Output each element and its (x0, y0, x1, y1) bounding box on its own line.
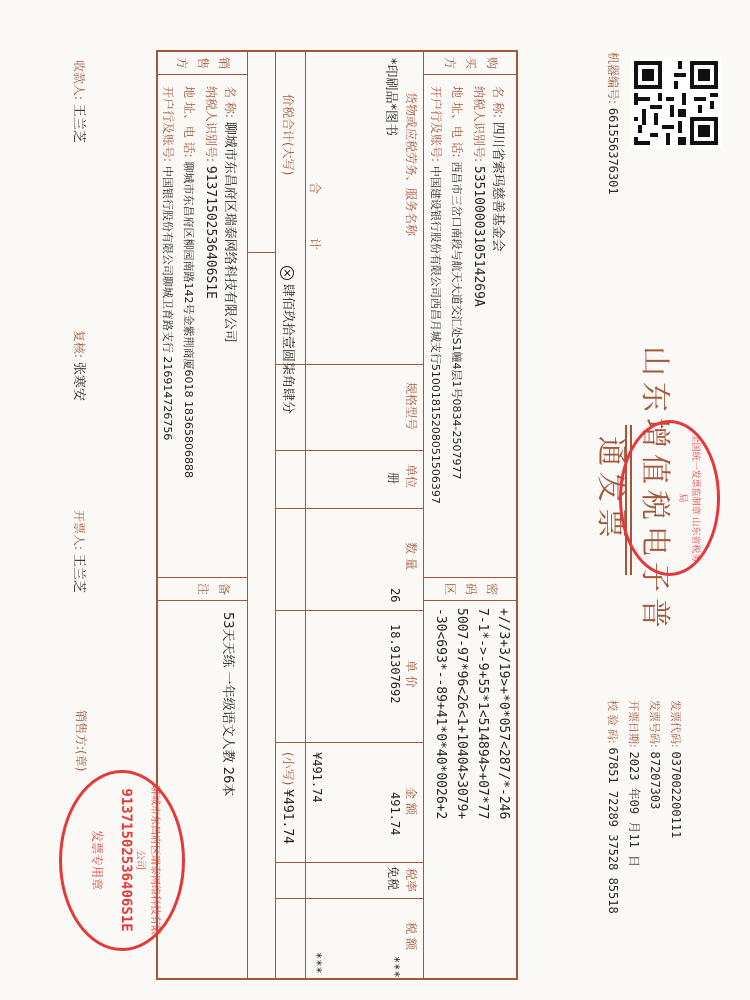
invoice-meta (602, 700, 686, 914)
company-seal-title: 发票专用章 (90, 829, 104, 890)
grand-total-small-row (280, 752, 297, 844)
invoice-code-row (665, 700, 686, 914)
buyer-taxid: 53510000310514269A (471, 165, 486, 307)
drawer-name: 王兰芝 (71, 553, 86, 593)
buyer-bank: 中国建设银行股份有限公司西昌月城支行51001815208051506397 (429, 165, 442, 504)
cross-circle-icon: × (280, 266, 294, 280)
item-unit: 册 (386, 472, 400, 485)
cipher-side-line (424, 600, 516, 601)
total-divider (275, 52, 276, 978)
invoice-date-label: 开票日期: (627, 700, 640, 748)
seller-address-label: 地 址、电 话: (182, 86, 196, 158)
seller-seal-label: 销售方:(章) (74, 710, 88, 772)
cipher-line-4: -30<693*--89+41*0*40*0026+2 (433, 608, 448, 820)
item-tax: *** (388, 956, 402, 978)
invoice-table (156, 50, 518, 980)
buyer-address-row (449, 86, 466, 479)
grand-total-uppercase: 肆佰玖拾壹圆柒角肆分 (280, 283, 295, 414)
qr-code-icon (630, 57, 722, 149)
invoice-number-row (644, 700, 665, 914)
cipher-left-line (424, 577, 516, 578)
check-code-label: 校 验 码: (606, 700, 619, 744)
header-spec: 规格型号 (404, 382, 418, 431)
buyer-name-row (490, 86, 509, 252)
invoice-number-value: 87207303 (648, 751, 662, 810)
item-price: 18.91307692 (388, 624, 402, 704)
payee-label: 收款人: (72, 60, 86, 101)
company-seal-name: 聊城市东昌府区瑞泰网络科技有限公司 (134, 785, 160, 935)
buyer-side-line (424, 74, 516, 75)
buyer-bank-row (428, 86, 445, 504)
col-line-5 (276, 742, 424, 743)
seller-taxid: 91371502536406S1E (203, 165, 218, 299)
check-code-value: 67851 72289 37528 85518 (606, 747, 620, 914)
cipher-line-3: 5007-97*96<26<1+10404>3079+ (454, 608, 469, 820)
header-goods-name: 货物或应税劳务、服务名称 (404, 92, 418, 237)
seller-taxid-label: 纳税人识别号: (204, 86, 218, 163)
cipher-side-label: 密码区 (443, 582, 499, 595)
grand-total-label: 价税合计(大写) (281, 94, 295, 176)
seller-bank-row (160, 86, 177, 440)
seller-side-label: 销售方 (175, 56, 231, 69)
buyer-address-label: 地 址、电 话: (450, 86, 464, 158)
item-name: *印刷品*图书 (383, 58, 398, 137)
machine-number-value: 661556376301 (606, 107, 620, 195)
reviewer (71, 330, 90, 401)
company-seal-taxid: 91371502536406S1E (118, 788, 134, 932)
seller-divider (247, 52, 248, 978)
seller-name-row (222, 86, 241, 343)
header-unit: 单位 (404, 464, 418, 489)
reviewer-name: 张寒安 (71, 361, 86, 401)
grand-total-uppercase-row (280, 266, 299, 414)
cipher-line-2: 7-1*->-9+55*1<514894>+07*77 (475, 608, 490, 820)
buyer-side-label: 购买方 (443, 56, 499, 69)
buyer-name: 四川省索玛慈善基金会 (490, 121, 505, 252)
seller-bank: 中国银行股份有限公司聊城卫育路支行 216914726756 (161, 165, 174, 441)
remark-left-line (156, 577, 248, 578)
col-line-2 (276, 450, 424, 451)
tax-bureau-seal-text: 全国统一发票监制章 山东省税务局 (677, 433, 700, 563)
invoice-code-label: 发票代码: (669, 700, 682, 748)
header-tax: 税 额 (404, 922, 418, 950)
seller-name-label: 名 称: (223, 86, 237, 118)
reviewer-label: 复核: (72, 330, 86, 359)
seller-taxid-row (203, 86, 220, 299)
seller-side-line (156, 74, 248, 75)
item-qty: 26 (388, 588, 402, 603)
col-line-6 (276, 862, 424, 863)
header-price: 单 价 (404, 660, 418, 688)
invoice-number-label: 发票号码: (648, 700, 661, 748)
machine-number (605, 52, 622, 195)
drawer-label: 开票人: (72, 510, 86, 551)
company-seal (59, 770, 185, 951)
remark-side-line (156, 600, 248, 601)
invoice-date-row (623, 700, 644, 914)
items-divider (305, 52, 306, 978)
remark-content: 53天天练 一年级语文人教 26本 (220, 612, 235, 797)
seller-name: 聊城市东昌府区瑞泰网络科技有限公司 (222, 121, 237, 343)
remark-side-label: 备注 (196, 582, 231, 595)
total-tax: *** (310, 952, 324, 974)
buyer-name-label: 名 称: (491, 86, 505, 118)
payee-name: 王兰芝 (71, 103, 86, 143)
payee (71, 60, 90, 143)
drawer (71, 510, 90, 593)
header-rate: 税率 (404, 868, 418, 893)
col-line-4 (276, 610, 424, 611)
machine-number-label: 机器编号: (606, 52, 620, 105)
header-amount: 金 额 (404, 787, 418, 815)
col-line-3 (276, 508, 424, 509)
remark-text (220, 612, 239, 796)
invoice-code-value: 037002200111 (669, 751, 683, 839)
invoice-title: 山东增值税电子普通发票 (593, 346, 672, 634)
col-line-7 (276, 898, 424, 899)
tax-bureau-seal (619, 420, 720, 576)
grand-total-small: ¥491.74 (280, 789, 295, 844)
buyer-taxid-label: 纳税人识别号: (472, 86, 486, 163)
total-amount: ¥491.74 (310, 752, 324, 803)
buyer-divider (423, 52, 424, 978)
cipher-line-1: +//3+3/19>+*0*057<287/*-246 (496, 608, 511, 820)
item-amount: 491.74 (388, 792, 402, 836)
grand-total-small-label: (小写) (281, 752, 295, 786)
seller-bank-label: 开户行及账号: (161, 86, 175, 163)
item-rate: 免税 (386, 866, 400, 891)
buyer-bank-label: 开户行及账号: (429, 86, 443, 163)
seller-address-row (181, 86, 198, 478)
header-qty: 数 量 (404, 542, 418, 570)
total-label-line (248, 252, 276, 253)
buyer-taxid-row (471, 86, 488, 307)
seller-address: 聊城市东昌府区柳园南路142号金紫荆商厦6018 18365806888 (182, 161, 195, 478)
check-code-row (602, 700, 623, 914)
invoice-date-value: 2023 年09 月11 日 (627, 751, 641, 868)
buyer-address: 西昌市三岔口南段与航天大道交汇处S1幢4层1号0834-2507977 (450, 161, 463, 480)
total-label: 合 计 (308, 182, 322, 270)
